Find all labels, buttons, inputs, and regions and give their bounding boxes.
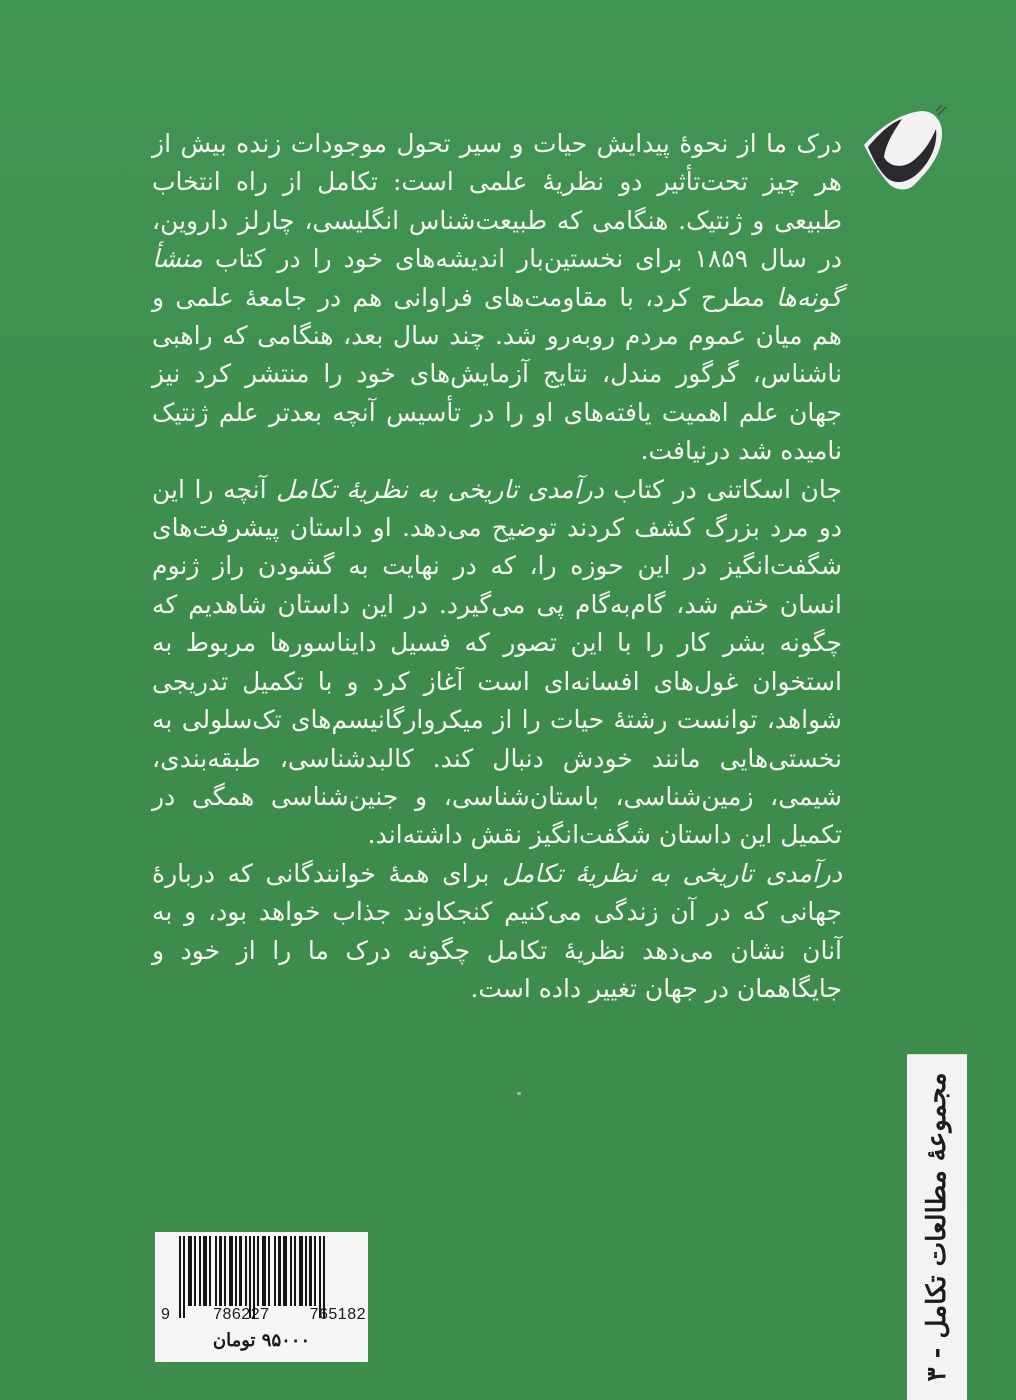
isbn-number: 9 786227 765182 xyxy=(161,1306,366,1323)
publisher-logo-icon xyxy=(850,105,950,195)
book-title-origin-of-species: منشأ گونه‌ها xyxy=(152,244,842,312)
print-speck xyxy=(517,1092,521,1095)
series-band xyxy=(907,1054,967,1400)
blurb-paragraph-2: جان اسکاتنی در کتاب درآمدی تاریخی به نظریهٔ تکامل آنچه را این دو مرد بزرگ کشف کردند توضیح می‌دهد. او داستان پیشرفت‌های شگفت‌انگیز در این حوزه را، که در نهایت به گشودن راز ژنوم انسان ختم شد، گام‌به‌گام پی می‌گیرد. در این داستان شاهدیم که چگونه بشر کار را با این تصور که فسیل دایناسورها مربوط به استخوان غول‌های افسانه‌ای است آغاز کرد و با تکمیل تدریجی شواهد، توانست رشتهٔ حیات را از میکروارگانیسم‌های تک‌سلولی به نخستی‌هایی مانند خودش دنبال کند. کالبدشناسی، طبقه‌بندی، شیمی، زمین‌شناسی، باستان‌شناسی، و جنین‌شناسی همگی در تکمیل این داستان شگفت‌انگیز نقش داشته‌اند. xyxy=(152,474,842,850)
back-cover-blurb xyxy=(152,125,842,1008)
book-title-reference: درآمدی تاریخی به نظریهٔ تکامل xyxy=(276,474,604,504)
price-label: ۹۵۰۰۰ تومان xyxy=(212,1330,311,1351)
barcode-label xyxy=(155,1232,368,1362)
book-title-reference: درآمدی تاریخی به نظریهٔ تکامل xyxy=(501,858,842,888)
series-label: مجموعهٔ مطالعات تکامل - ۳ xyxy=(922,1072,952,1382)
blurb-paragraph-3: درآمدی تاریخی به نظریهٔ تکامل برای همهٔ خوانندگانی که دربارهٔ جهانی که در آن زندگی می‌کنیم کنجکاوند جذاب خواهد بود، و به آنان نشان می‌دهد نظریهٔ تکامل چگونه درک ما را از خود و جایگاهمان در جهان تغییر داده است. xyxy=(152,858,842,1003)
blurb-paragraph-1: درک ما از نحوهٔ پیدایش حیات و سیر تحول موجودات زنده بیش از هر چیز تحت‌تأثیر دو نظریهٔ علمی است: تکامل از راه انتخاب طبیعی و ژنتیک. هنگامی که طبیعت‌شناس انگلیسی، چارلز داروین، در سال ۱۸۵۹ برای نخستین‌بار اندیشه‌های خود را در کتاب منشأ گونه‌ها مطرح کرد، با مقاومت‌های فراوانی هم در جامعهٔ علمی و هم میان عموم مردم روبه‌رو شد. چند سال بعد، هنگامی که راهبی ناشناس، گرگور مندل، نتایج آزمایش‌های خود را منتشر کرد نیز جهان علم اهمیت یافته‌های او را در تأسیس آنچه بعدتر علم ژنتیک نامیده شد درنیافت. xyxy=(152,129,843,466)
